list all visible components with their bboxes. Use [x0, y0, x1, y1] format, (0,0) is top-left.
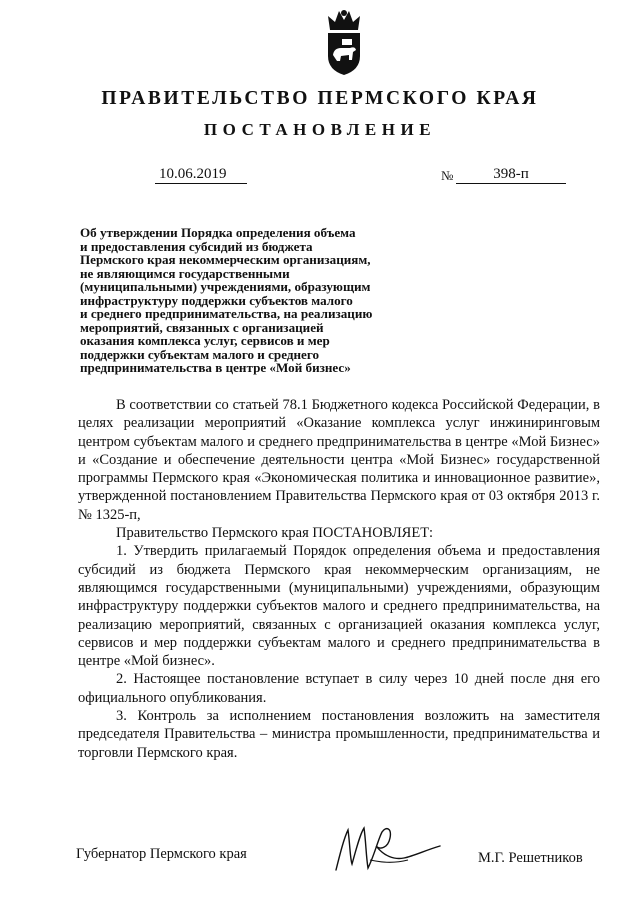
subject-line: мероприятий, связанных с организацией [80, 319, 324, 335]
subject-line: и среднего предпринимательства, на реализацию [80, 306, 373, 321]
subject-line: не являющимся государственными [80, 265, 290, 281]
number-sign: № [441, 168, 454, 183]
document-type: ПОСТАНОВЛЕНИЕ [203, 120, 437, 139]
subject-line: предпринимательства в центре «Мой бизнес» [80, 360, 351, 375]
coat-of-arms-icon [322, 8, 366, 76]
subject-line: (муниципальными) учреждениями, образующим [80, 279, 371, 294]
government-title: ПРАВИТЕЛЬСТВО ПЕРМСКОГО КРАЯ [101, 88, 539, 109]
document-number: 398-п [456, 165, 566, 184]
signature-block [0, 820, 640, 880]
subject-line: и предоставления субсидий из бюджета [80, 238, 313, 254]
subject-line: инфраструктуру поддержки субъектов малого [80, 292, 353, 308]
subject-line: поддержки субъектам малого и среднего [80, 346, 319, 362]
body-paragraph-item-3: 3. Контроль за исполнением постановления возложить на заместителя председателя Правительства – министра промышленности, предпринимательства и торговли Пермского края. [78, 708, 600, 761]
body-paragraph-item-1: 1. Утвердить прилагаемый Порядок определения объема и предоставления субсидий из бюджета Пермского края некоммерческим организациям, не являющимся государственными (муниципальными) учреждениями, образующим инфраструктуру поддержки субъектов малого и среднего предпринимательства, на реализацию мероприятий, связанных с организацией оказания комплекса услуг, сервисов и мер поддержки субъектам малого и среднего предпринимательства в центре «Мой бизнес». [78, 543, 600, 670]
document-body [78, 396, 600, 762]
body-paragraph-item-2: 2. Настоящее постановление вступает в силу через 10 дней после дня его официального опубликования. [78, 671, 600, 706]
signer-position: Губернатор Пермского края [76, 846, 247, 862]
body-paragraph-preamble: В соответствии со статьей 78.1 Бюджетного кодекса Российской Федерации, в целях реализации мероприятий «Оказание комплекса услуг инжиниринговым центром субъектам малого и среднего предпринимательства в центре «Мой Бизнес» и «Создание и обеспечение деятельности центра «Мой Бизнес» государственной программы Пермского края «Экономическая политика и инновационное развитие», утвержденной постановлением Правительства Пермского края от 03 октября 2013 г. № 1325-п, [78, 397, 600, 523]
subject-line: оказания комплекса услуг, сервисов и мер [80, 333, 330, 348]
body-paragraph-resolves: Правительство Пермского края ПОСТАНОВЛЯЕТ: [116, 525, 434, 542]
handwritten-signature-icon [330, 820, 450, 880]
document-subject [80, 226, 440, 375]
signer-name: М.Г. Решетников [478, 850, 583, 866]
subject-line: Пермского края некоммерческим организациям, [80, 252, 371, 267]
subject-line: Об утверждении Порядка определения объема [80, 225, 356, 240]
document-date: 10.06.2019 [155, 165, 247, 184]
